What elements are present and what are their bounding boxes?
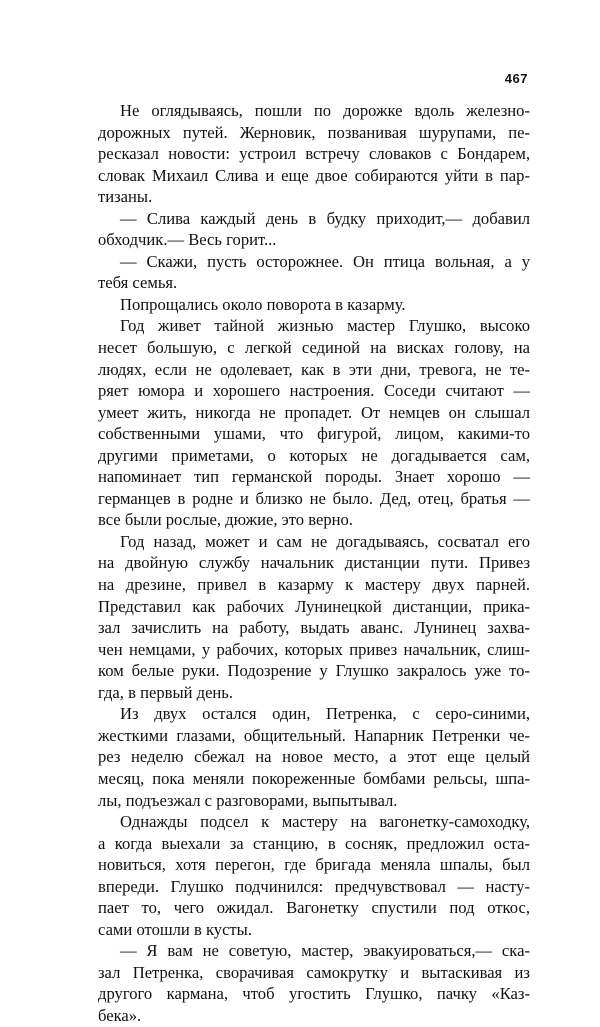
text-line: ряет юмора и хорошего настроения. Соседи считают — <box>98 381 530 401</box>
text-line: зал зачислить на работу, выдать аванс. Лунинец захва- <box>98 618 530 638</box>
text-line: напоминает тип германской породы. Знает хорошо — <box>98 467 530 487</box>
paragraph <box>98 315 530 530</box>
text-line: тизаны. <box>98 187 153 207</box>
text-line: — Скажи, пусть осторожнее. Он птица вольная, а у <box>120 251 530 271</box>
paragraph <box>98 940 530 1026</box>
text-line: ком белые руки. Подозрение у Глушко закралось уже то- <box>98 661 530 681</box>
text-body <box>98 100 530 1027</box>
text-line: ресказал новости: устроил встречу словаков с Бондарем, <box>98 144 530 164</box>
text-line: сами отошли в кусты. <box>98 919 252 939</box>
text-line: другого кармана, чтоб угостить Глушко, пачку «Каз- <box>98 984 530 1004</box>
text-line: Год назад, может и сам не догадываясь, сосватал его <box>120 531 530 551</box>
text-line: собственными ушами, что фигурой, лицом, какими-то <box>98 424 530 444</box>
text-line: пает то, чего ожидал. Вагонетку спустили под откос, <box>98 898 530 918</box>
text-line: на дрезине, привел в казарму к мастеру двух парней. <box>98 575 530 595</box>
text-line: умеет жить, никогда не пропадет. От немцев он слышал <box>98 402 530 422</box>
text-line: германцев в родне и близко не было. Дед, отец, братья — <box>98 488 530 508</box>
text-line: новиться, хотя перегон, где бригада меняла шпалы, был <box>98 855 530 875</box>
text-line: все были рослые, дюжие, это верно. <box>98 510 353 530</box>
text-line: Попрощались около поворота в казарму. <box>120 294 406 314</box>
text-line: Однажды подсел к мастеру на вагонетку-самоходку, <box>120 812 530 832</box>
text-line: несет большую, с легкой сединой на висках голову, на <box>98 338 530 358</box>
text-line: Из двух остался один, Петренка, с серо-синими, <box>120 704 530 724</box>
text-line: зал Петренка, сворачивая самокрутку и вытаскивая из <box>98 962 530 982</box>
text-line: Не оглядываясь, пошли по дорожке вдоль железно- <box>120 101 530 120</box>
text-line: гда, в первый день. <box>98 682 234 702</box>
text-line: Год живет тайной жизнью мастер Глушко, высоко <box>120 316 530 336</box>
text-line: жесткими глазами, общительный. Напарник Петренки че- <box>98 725 530 745</box>
text-line: рез неделю сбежал на новое место, а этот еще целый <box>98 747 530 767</box>
text-line: чен немцами, у рабочих, которых привез начальник, слиш- <box>98 639 530 659</box>
text-line: обходчик.— Весь горит... <box>98 230 277 250</box>
text-line: — Я вам не советую, мастер, эвакуироваться,— ска- <box>120 941 530 961</box>
text-line: — Слива каждый день в будку приходит,— добавил <box>120 208 530 228</box>
paragraph <box>98 208 530 251</box>
text-line: лы, подъезжал с разговорами, выпытывал. <box>98 790 398 810</box>
paragraph <box>98 811 530 940</box>
paragraph <box>98 251 530 294</box>
text-line: месяц, пока меняли покореженные бомбами рельсы, шпа- <box>98 768 530 788</box>
paragraph <box>98 703 530 811</box>
paragraph <box>98 531 530 703</box>
text-line: словак Михаил Слива и еще двое собираются уйти в пар- <box>98 165 530 185</box>
page-number: 467 <box>504 71 528 86</box>
text-line: Представил как рабочих Лунинецкой дистанции, прика- <box>98 596 530 616</box>
text-line: впереди. Глушко подчинился: предчувствовал — насту- <box>98 876 530 896</box>
text-line: бека». <box>98 1005 142 1025</box>
text-line: а когда выехали за станцию, в сосняк, предложил оста- <box>98 833 530 853</box>
text-line: людях, если не одолевает, как в эти дни, тревога, не те- <box>98 359 530 379</box>
paragraph <box>98 294 530 316</box>
text-line: дорожных путей. Жерновик, позванивая шурупами, пе- <box>98 122 530 142</box>
text-line: на двойную службу начальник дистанции пути. Привез <box>98 553 530 573</box>
text-line: тебя семья. <box>98 273 178 293</box>
paragraph <box>98 100 530 208</box>
text-line: другими приметами, о которых не догадывается сам, <box>98 445 530 465</box>
